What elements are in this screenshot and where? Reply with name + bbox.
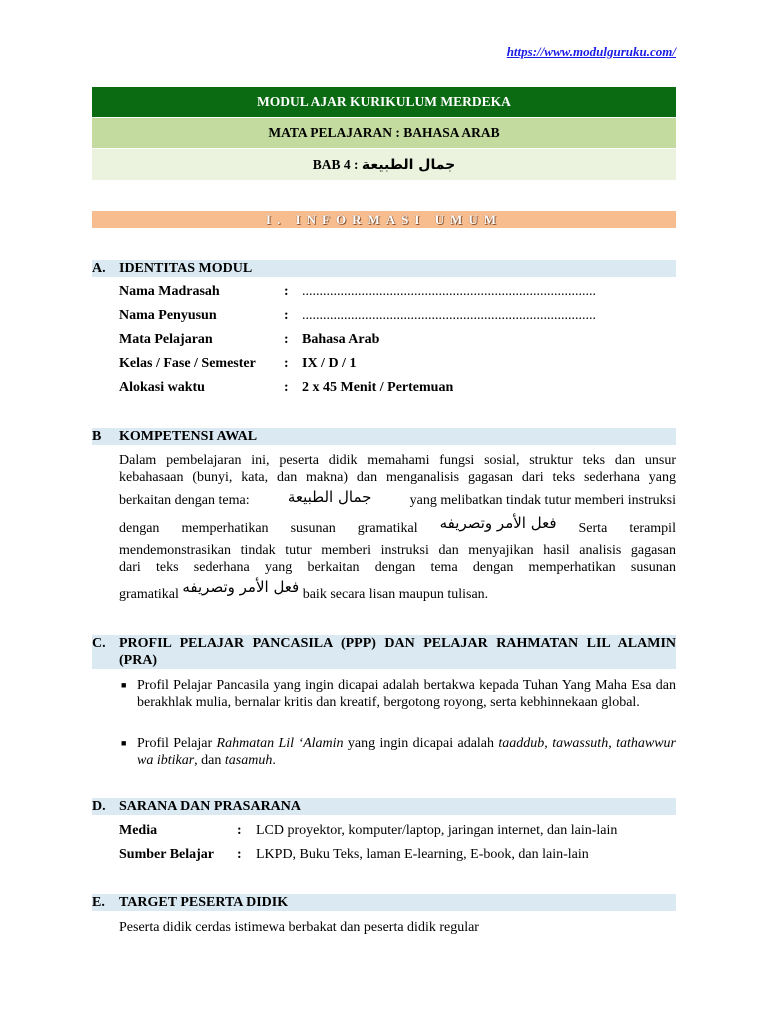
- row-value: LCD proyektor, komputer/laptop, jaringan internet, dan lain-lain: [256, 823, 618, 838]
- target-text: Peserta didik cerdas istimewa berbakat dan peserta didik regular: [119, 920, 479, 935]
- text-fragment: Serta: [578, 521, 608, 536]
- row-value: 2 x 45 Menit / Pertemuan: [302, 380, 454, 395]
- row-colon: :: [284, 308, 289, 323]
- text-fragment: baik secara lisan maupun tulisan.: [302, 587, 489, 602]
- text-fragment: susunan: [290, 521, 336, 536]
- section-profil-header: [92, 635, 676, 669]
- section-title: KOMPETENSI AWAL: [119, 429, 258, 444]
- arabic-phrase: فعل الأمر وتصريفه: [439, 514, 557, 532]
- row-colon: :: [284, 380, 289, 395]
- bullet-icon: ■: [121, 680, 127, 690]
- section-title: TARGET PESERTA DIDIK: [119, 895, 289, 910]
- kompetensi-text: [119, 580, 676, 606]
- section-title: IDENTITAS MODUL: [119, 261, 253, 276]
- chapter-title: [92, 149, 676, 180]
- section-letter: D.: [92, 799, 106, 814]
- row-colon: :: [237, 823, 242, 838]
- text-fragment: terampil: [629, 521, 676, 536]
- row-colon: :: [284, 356, 289, 371]
- section-letter: B: [92, 429, 102, 444]
- bullet-text: Profil Pelajar Pancasila yang ingin dicapai adalah bertakwa kepada Tuhan Yang Maha Esa dan berakhlak mulia, bernalar kritis dan kreatif, bergotong royong, serta kebhinnekaan global.: [137, 678, 676, 710]
- module-title: MODUL AJAR KURIKULUM MERDEKA: [92, 87, 676, 117]
- section-target-header: [92, 894, 676, 911]
- arabic-phrase: جمال الطبيعة: [287, 488, 372, 506]
- kompetensi-text: [119, 489, 676, 513]
- section-identitas-header: [92, 260, 676, 277]
- row-label: Kelas / Fase / Semester: [119, 356, 256, 371]
- row-value: ....................................................................................: [302, 284, 596, 299]
- text-fragment: gramatikal: [357, 521, 418, 536]
- section-title: SARANA DAN PRASARANA: [119, 799, 302, 814]
- section-kompetensi-header: [92, 428, 676, 445]
- text-fragment: dengan: [119, 521, 160, 536]
- row-value: ....................................................................................: [302, 308, 596, 323]
- text-fragment: gramatikal: [119, 587, 179, 602]
- section-letter: E.: [92, 895, 105, 910]
- row-value: IX / D / 1: [302, 356, 357, 371]
- section-letter: A.: [92, 261, 106, 276]
- row-value: LKPD, Buku Teks, laman E-learning, E-book, dan lain-lain: [256, 847, 589, 862]
- row-colon: :: [237, 847, 242, 862]
- row-label: Nama Penyusun: [119, 308, 217, 323]
- kompetensi-text: [119, 516, 676, 542]
- text-fragment: memperhatikan: [181, 521, 269, 536]
- row-label: Mata Pelajaran: [119, 332, 213, 347]
- list-item: [119, 735, 676, 769]
- section-title: PROFIL PELAJAR PANCASILA (PPP) DAN PELAJAR RAHMATAN LIL ALAMIN (PRA): [119, 636, 676, 668]
- row-colon: :: [284, 284, 289, 299]
- row-colon: :: [284, 332, 289, 347]
- kompetensi-text: Dalam pembelajaran ini, peserta didik memahami fungsi sosial, struktur teks dan unsur: [119, 453, 676, 468]
- section-letter: C.: [92, 636, 106, 651]
- list-item: [119, 677, 676, 728]
- row-label: Alokasi waktu: [119, 380, 205, 395]
- text-fragment: berkaitan dengan tema:: [119, 493, 250, 508]
- chapter-prefix: BAB 4 :: [312, 157, 359, 172]
- website-link[interactable]: https://www.modulguruku.com/: [506, 44, 676, 59]
- chapter-arabic-title: جمال الطبيعة: [361, 157, 456, 173]
- text-fragment: yang melibatkan tindak tutur memberi instruksi: [409, 493, 676, 508]
- bullet-text: Profil Pelajar Rahmatan Lil ‘Alamin yang ingin dicapai adalah taaddub, tawassuth, tathawwur wa ibtikar, dan tasamuh.: [137, 736, 676, 768]
- arabic-phrase: فعل الأمر وتصريفه: [182, 578, 300, 596]
- row-label: Media: [119, 823, 158, 838]
- row-label: Nama Madrasah: [119, 284, 220, 299]
- section-sarana-header: [92, 798, 676, 815]
- section-banner: I. INFORMASI UMUM: [92, 211, 676, 228]
- row-value: Bahasa Arab: [302, 332, 380, 347]
- subject-title: MATA PELAJARAN : BAHASA ARAB: [92, 118, 676, 148]
- row-label: Sumber Belajar: [119, 847, 215, 862]
- bullet-icon: ■: [121, 738, 127, 748]
- kompetensi-text: mendemonstrasikan tindak tutur memberi instruksi dan menyajikan hasil analisis gagasan: [119, 543, 676, 558]
- kompetensi-text: dari teks sederhana yang berkaitan dengan tema dengan memperhatikan susunan: [119, 560, 676, 575]
- kompetensi-text: kebahasaan (bunyi, kata, dan makna) dan menganalisis gagasan dari teks sederhana yang: [119, 470, 676, 485]
